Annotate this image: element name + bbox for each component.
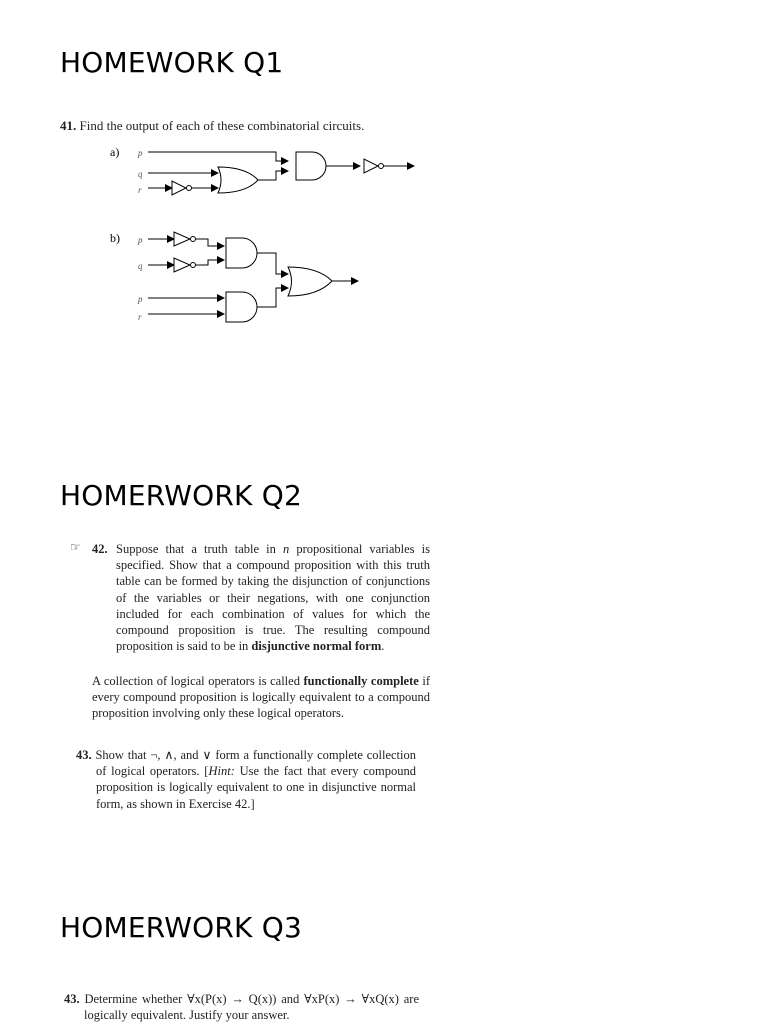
input-label-p: p	[138, 148, 143, 158]
exercise-number: 43.	[64, 992, 80, 1006]
input-label-p-2: p	[138, 294, 143, 304]
not-gate	[172, 181, 186, 195]
exercise-43-q3	[64, 991, 419, 1023]
heading-q3: HOMERWORK Q3	[60, 911, 302, 944]
exercise-43-q2	[76, 747, 416, 812]
term-functionally-complete: functionally complete	[303, 674, 419, 688]
exercise-41-prompt	[60, 118, 364, 134]
period: .	[381, 639, 385, 654]
exercise-number: 41.	[60, 118, 77, 133]
wire-p	[148, 152, 288, 161]
pointing-hand-icon: ☞	[70, 540, 81, 554]
circuit-diagram-b	[100, 222, 400, 326]
functionally-complete-definition	[92, 673, 430, 722]
part-a-label: a)	[110, 145, 120, 159]
exercise-text: Determine whether ∀x(P(x) → Q(x)) and ∀xP(x) → ∀xQ(x) are logically equivalent. Justify your answer.	[84, 992, 419, 1023]
circuit-diagram-a	[100, 140, 430, 200]
exercise-42	[92, 541, 430, 654]
exercise-text: Suppose that a truth table in	[116, 542, 283, 557]
wire-not-p	[196, 239, 224, 246]
not-gate-p	[174, 232, 190, 246]
input-label-p-1: p	[138, 235, 143, 245]
not-output-bubble	[379, 164, 384, 169]
term-dnf: disjunctive normal form	[251, 639, 382, 654]
input-label-r: r	[138, 312, 142, 322]
not-bubble-q	[191, 263, 196, 268]
exercise-text: Find the output of each of these combinatorial circuits.	[79, 118, 365, 133]
exercise-number: 43.	[76, 748, 92, 762]
exercise-text-cont: propositional variables is specified. Show that a compound proposition with this truth table can be formed by taking the disjunction of conjunctions of the variables or their negations, with one conjunction included for each combination of values for which the compound proposition is true. The resulting compound proposition is said to be in	[116, 542, 431, 654]
exercise-number: 42.	[92, 542, 108, 556]
or-gate	[218, 167, 258, 193]
and-gate	[296, 152, 326, 180]
heading-q1: HOMEWORK Q1	[60, 46, 284, 79]
input-label-r: r	[138, 185, 142, 195]
exercise-text: Show that ¬, ∧, and ∨ form a functionally complete collection of logical operators. [	[95, 748, 417, 779]
input-label-q: q	[138, 261, 143, 271]
input-label-q: q	[138, 169, 143, 179]
definition-text: A collection of logical operators is called	[92, 674, 304, 688]
variable-n: n	[282, 542, 290, 557]
wire-and1-out	[257, 253, 288, 274]
not-gate-q	[174, 258, 190, 272]
exercise-text-cont: Use the fact that every compound proposition is logically equivalent to one in disjunctive normal form, as shown in Exercise 42.]	[96, 764, 416, 811]
heading-q2: HOMERWORK Q2	[60, 479, 302, 512]
definition-text-cont: if every compound proposition is logically equivalent to a compound proposition involving only these logical operators.	[92, 674, 430, 721]
not-bubble	[187, 186, 192, 191]
wire-or-out	[258, 171, 288, 180]
wire-and2-out	[257, 288, 288, 307]
or-gate	[288, 267, 332, 296]
not-gate-output	[364, 159, 378, 173]
part-b-label: b)	[110, 231, 120, 245]
and-gate-2	[226, 292, 257, 322]
not-bubble-p	[191, 237, 196, 242]
wire-not-q	[196, 260, 224, 265]
hint-label: Hint:	[208, 764, 235, 779]
and-gate-1	[226, 238, 257, 268]
